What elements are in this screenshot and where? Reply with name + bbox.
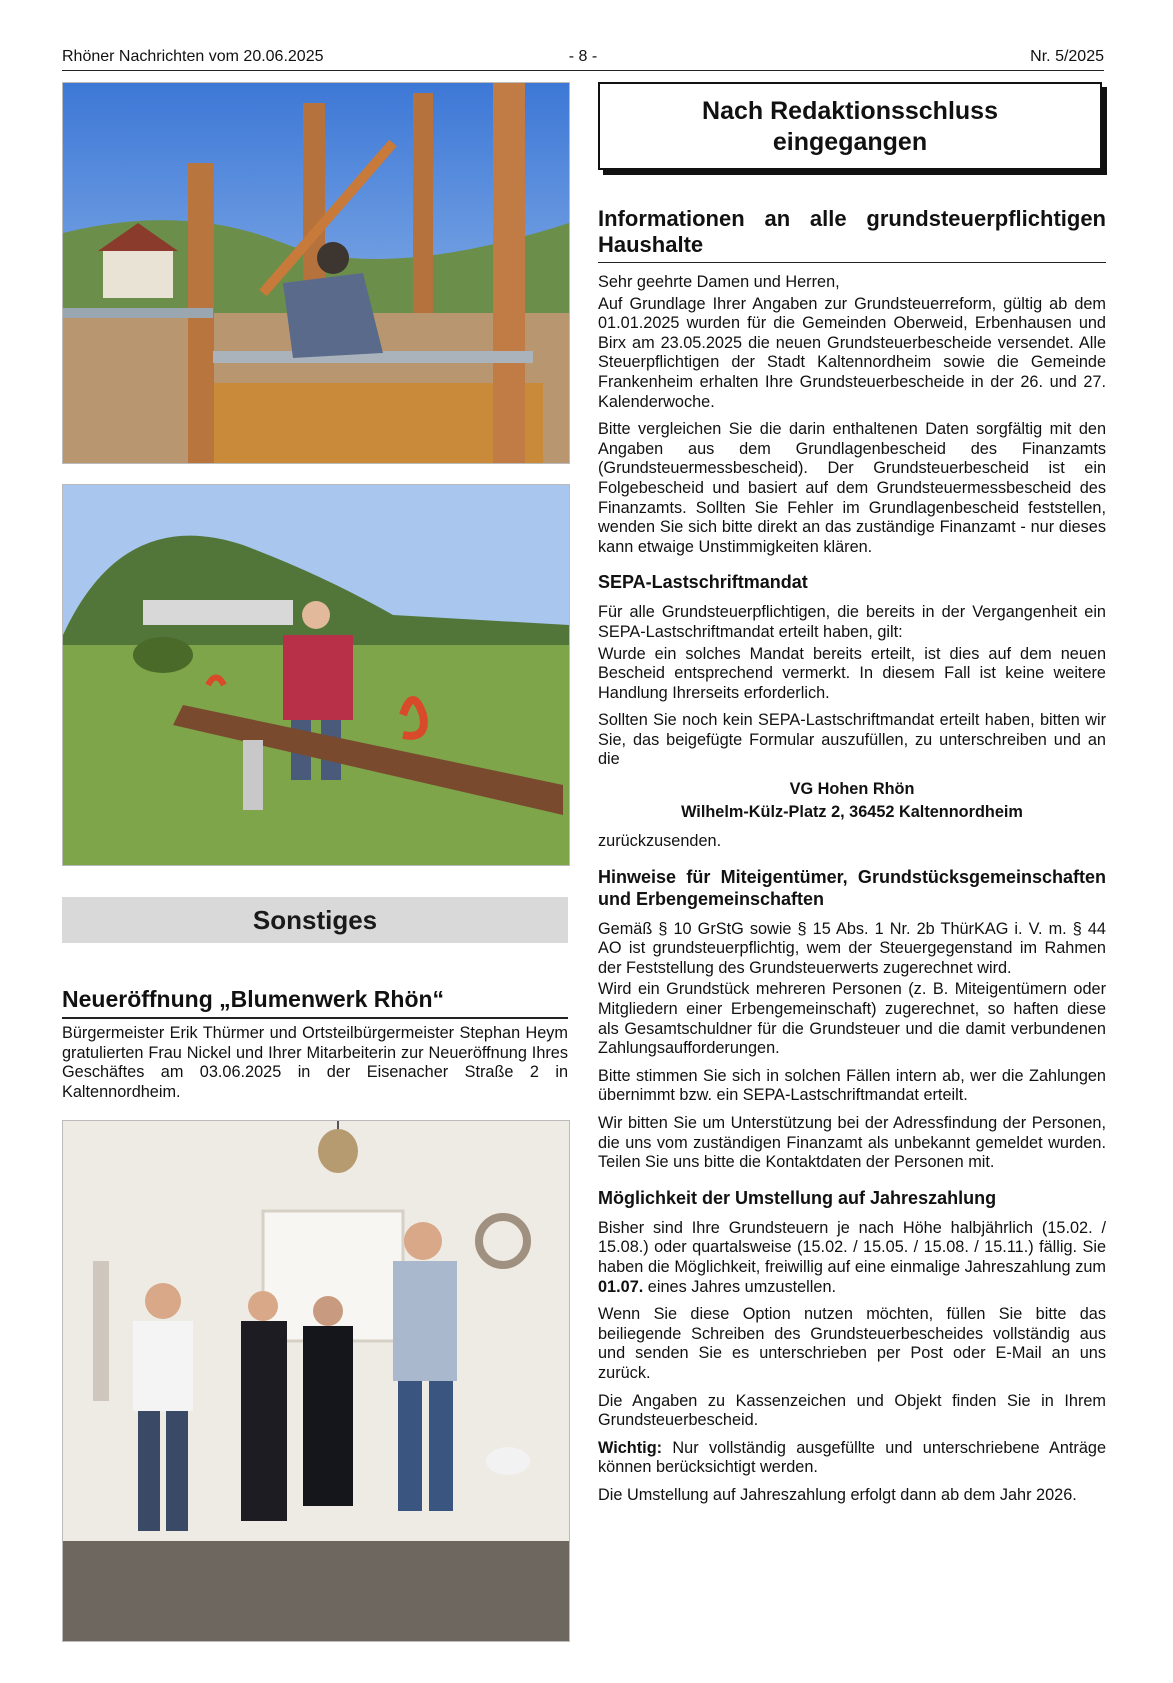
section-heading-sonstiges: Sonstiges bbox=[62, 897, 568, 943]
annual-date: 01.07. bbox=[598, 1277, 644, 1296]
paragraph-sepa-4: zurückzusenden. bbox=[598, 832, 722, 851]
address-line-2: Wilhelm-Külz-Platz 2, 36452 Kaltennordheim bbox=[681, 803, 1023, 822]
paragraph-sepa-1: Für alle Grundsteuerpflichtigen, die bereits in der Vergangenheit ein SEPA-Lastschriftmandat erteilt haben, gilt: bbox=[598, 603, 1106, 641]
paragraph-co-owners-1: Gemäß § 10 GrStG sowie § 15 Abs. 1 Nr. 2b ThürKAG i. V. m. § 44 AO ist grundsteuerpflichtig, wem der Steuergegenstand im Rahmen der Feststellung des Grundsteuerwerts zugerechnet wird. bbox=[598, 919, 1106, 977]
annual-1-text-a: Bisher sind Ihre Grundsteuern je nach Höhe halbjährlich (15.02. / 15.08.) oder quartalsweise (15.02. / 15.05. / 15.08. / 15.11.) fällig. Sie haben die Möglichkeit, freiwillig auf eine einmalige Jahreszahlung zum bbox=[598, 1218, 1106, 1276]
annual-1-text-c: eines Jahres umzustellen. bbox=[643, 1277, 837, 1296]
page-number: - 8 - bbox=[568, 48, 598, 65]
heading-annual-payment: Möglichkeit der Umstellung auf Jahreszahlung bbox=[598, 1187, 997, 1208]
salutation: Sehr geehrte Damen und Herren, bbox=[598, 273, 840, 291]
heading-sepa: SEPA-Lastschriftmandat bbox=[598, 572, 808, 593]
newspaper-issue-date: Rhöner Nachrichten vom 20.06.2025 bbox=[62, 48, 324, 65]
paragraph-annual-1 bbox=[598, 1219, 1106, 1297]
heading-co-owners: Hinweise für Miteigentümer, Grundstücksgemeinschaften und Erbengemeinschaften bbox=[598, 866, 1106, 909]
property-tax-article bbox=[598, 206, 1106, 1514]
playground-construction-photo bbox=[62, 82, 570, 464]
paragraph-co-owners-2: Wird ein Grundstück mehreren Personen (z. B. Miteigentümern oder Mitgliedern einer Erbengemeinschaft) zugerechnet, so haften diese als Gesamtschuldner für die Grundsteuer und die damit verbundenen Zahlungsaufforderungen. bbox=[598, 980, 1106, 1058]
address-line-1: VG Hohen Rhön bbox=[789, 780, 915, 799]
paragraph-annual-2: Wenn Sie diese Option nutzen möchten, füllen Sie bitte das beiliegende Schreiben des Grundsteuerbescheides vollständig aus und senden Sie es unterschrieben per Post oder E-Mail an uns zurück. bbox=[598, 1305, 1106, 1382]
article-title-blumenwerk: Neueröffnung „Blumenwerk Rhön“ bbox=[62, 985, 568, 1019]
boxed-title-line-2: eingegangen bbox=[772, 128, 928, 156]
article-text-blumenwerk: Bürgermeister Erik Thürmer und Ortsteilbürgermeister Stephan Heym gratulierten Frau Nickel und Ihrer Mitarbeiterin zur Neueröffnung Ihres Geschäftes am 03.06.2025 in der Eisenacher Straße 2 in Kaltennordheim. bbox=[62, 1024, 568, 1101]
important-label: Wichtig: bbox=[598, 1438, 663, 1457]
paragraph-sepa-3: Sollten Sie noch kein SEPA-Lastschriftmandat erteilt haben, bitten wir Sie, das beigefügte Formular auszufüllen, zu unterschreiben und an die bbox=[598, 711, 1106, 769]
paragraph-reform: Auf Grundlage Ihrer Angaben zur Grundsteuerreform, gültig ab dem 01.01.2025 wurden für die Gemeinden Oberweid, Erbenhausen und Birx am 23.05.2025 die neuen Grundsteuerbescheide versendet. Alle Steuerpflichtigen der Stadt Kaltennordheim sowie die Gemeinde Frankenheim erhalten Ihre Grundsteuerbescheide in der 26. und 27. Kalenderwoche. bbox=[598, 294, 1106, 411]
late-submission-box bbox=[598, 82, 1102, 170]
paragraph-annual-5: Die Umstellung auf Jahreszahlung erfolgt dann ab dem Jahr 2026. bbox=[598, 1485, 1077, 1504]
shop-opening-group-photo bbox=[62, 1120, 570, 1642]
paragraph-sepa-2: Wurde ein solches Mandat bereits erteilt, ist dies auf dem neuen Bescheid entsprechend vermerkt. In diesem Fall ist keine weitere Handlung Ihrerseits erforderlich. bbox=[598, 644, 1106, 702]
return-address bbox=[598, 778, 1106, 824]
boxed-title-line-1: Nach Redaktionsschluss bbox=[702, 97, 998, 125]
seesaw-painting-photo bbox=[62, 484, 570, 866]
paragraph-annual-3: Die Angaben zu Kassenzeichen und Objekt finden Sie in Ihrem Grundsteuerbescheid. bbox=[598, 1391, 1106, 1430]
paragraph-important bbox=[598, 1439, 1106, 1478]
paragraph-compare: Bitte vergleichen Sie die darin enthaltenen Daten sorgfältig mit den Angaben aus dem Grundlagenbescheid des Finanzamts (Grundsteuermessbescheid). Der Grundsteuerbescheid ist ein Folgebescheid und basiert auf dem Grundsteuermessbescheid des Finanzamts. Sollten Sie Fehler im Grundlagenbescheid feststellen, wenden Sie sich bitte direkt an das zuständige Finanzamt - nur dieses kann etwaige Unstimmigkeiten klären. bbox=[598, 420, 1106, 556]
important-text: Nur vollständig ausgefüllte und unterschriebene Anträge können berücksichtigt werden. bbox=[598, 1438, 1106, 1477]
issue-number: Nr. 5/2025 bbox=[1030, 48, 1104, 65]
page-header bbox=[62, 48, 1104, 71]
article-title-grundsteuer: Informationen an alle grundsteuerpflichtigen Haushalte bbox=[598, 206, 1106, 263]
paragraph-co-owners-3: Bitte stimmen Sie sich in solchen Fällen intern ab, wer die Zahlungen übernimmt bzw. ein SEPA-Lastschriftmandat erteilt. bbox=[598, 1066, 1106, 1105]
paragraph-co-owners-4: Wir bitten Sie um Unterstützung bei der Adressfindung der Personen, die uns vom zuständigen Finanzamt als unbekannt gemeldet wurden. Teilen Sie uns bitte die Kontaktdaten der Personen mit. bbox=[598, 1114, 1106, 1172]
